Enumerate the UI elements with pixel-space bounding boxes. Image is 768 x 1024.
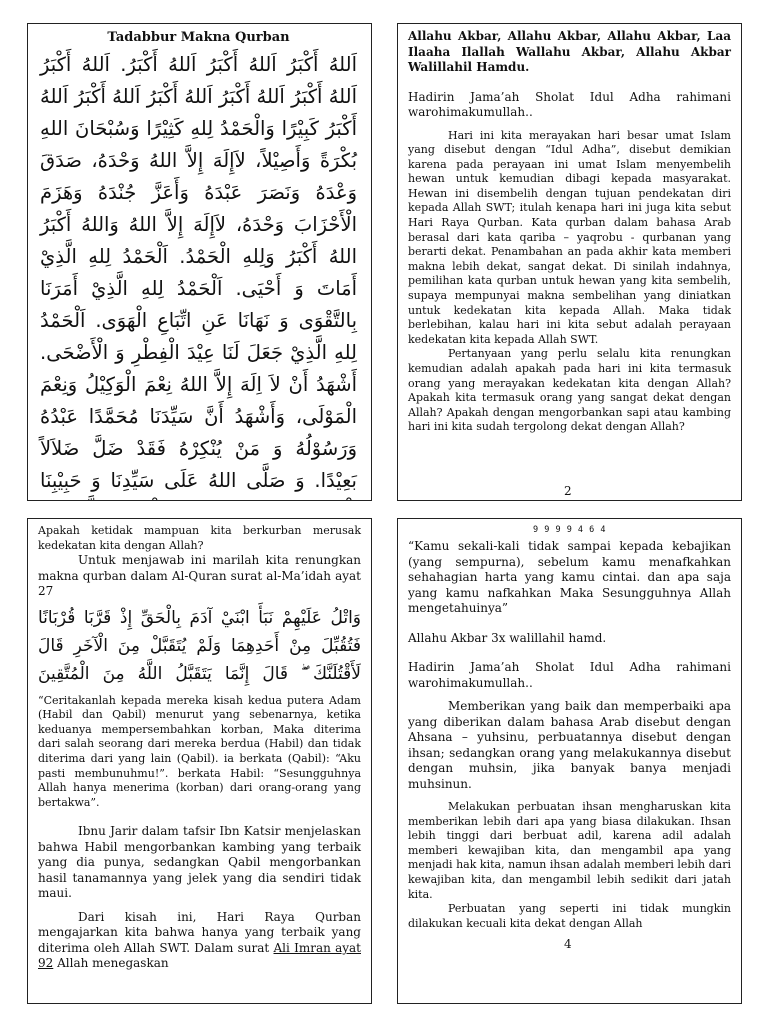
paragraph-2: Pertanyaan yang perlu selalu kita renungkan kemudian adalah apakah pada hari ini kita termasuk orang yang merayakan kedekatan kita dengan Allah? Apakah kita termasuk orang yang sangat dekat dengan Allah? Apakah dengan mengorbankan sapi atau kambing hari ini kita sudah tergolong dekat dengan Allah? <box>408 347 731 434</box>
lesson-text-a: Dari kisah ini, Hari Raya Qurban mengajarkan kita bahwa hanya yang terbaik yang diterima oleh Allah SWT. Dalam surat <box>38 909 361 955</box>
paragraph-ihsan: Memberikan yang baik dan memperbaiki apa yang diberikan dalam bahasa Arab disebut dengan Ahsana – yuhsinu, perbuatannya disebut dengan ihsan; sedangkan orang yang melakukannya disebut dengan muhsin, jika banyak banya menjadi muhsinun. <box>408 699 731 791</box>
arabic-opening-text: اَللهُ أَكْبَرُ اَللهُ أَكْبَرُ اَللهُ أَكْبَرُ. اَللهُ أَكْبَرُ اَللهُ أَكْبَرُ اَللهُ أَكْبَرُ اَللهُ أَكْبَرُ اَللهُ أَكْبَرُ اَللهُ أَكْبَرُ كَبِيْرًا وَالْحَمْدُ لِلهِ كَثِيْرًا وَسُبْحَانَ اللهِ بُكْرَةً وَأَصِيْلاً، لاَإِلَهَ إِلاَّ اللهُ وَحْدَهُ، صَدَقَ وَعْدَهُ وَنَصَرَ عَبْدَهُ وَأَعَزَّ جُنْدَهُ وَهَزَمَ الْأَحْزَابَ وَحْدَهُ، لاَإِلَهَ إِلاَّ اللهُ وَاللهُ أَكْبَرُ اللهُ أَكْبَرُ وَلِلهِ الْحَمْدُ. اَلْحَمْدُ لِلهِ الَّذِيْ أَمَاتَ وَ أَحْيَى. اَلْحَمْدُ لِلهِ الَّذِيْ أَمَرَنَا بِالتَّقْوَى وَ نَهَانَا عَنِ اتِّبَاعِ الْهَوَى. اَلْحَمْدُ لِلهِ الَّذِيْ جَعَلَ لَنَا عِيْدَ الْفِطْرِ وَ الْأَضْحَى. أَشْهَدُ أَنْ لاَ اِلَهَ إِلاَّ اللهُ نِعْمَ الْوَكِيْلُ وَنِعْمَ الْمَوْلَى، وَأَشْهَدُ أَنَّ سَيِّدَنَا مُحَمَّدًا عَبْدُهُ وَرَسُوْلُهُ وَ مَنْ يُنْكِرْهُ فَقَدْ ضَلَّ ضَلاَلاً بَعِيْدًا. وَ صَلَّى اللهُ عَلَى سَيِّدِنَا وَ حَبِيْبِنَا <box>40 53 357 492</box>
takbir-text: Allahu Akbar, Allahu Akbar, Allahu Akbar, Laa Ilaaha Ilallah Wallahu Akbar, Allahu Akbar Walillahil Hamdu. <box>408 29 731 74</box>
takbir-text: Allahu Akbar 3x walillahil hamd. <box>408 630 607 645</box>
paragraph-tafsir: Ibnu Jarir dalam tafsir Ibn Katsir menjelaskan bahwa Habil mengorbankan kambing yang terbaik yang dia punya, sedangkan Qabil mengorbankan hasil tanamannya yang jelek yang dia sendiri tidak maui. <box>38 824 361 901</box>
greeting-text: Hadirin Jama’ah Sholat Idul Adha rahimani warohimakumullah.. <box>408 89 731 119</box>
verse-translation: “Kamu sekali-kali tidak sampai kepada kebajikan (yang sempurna), sebelum kamu menafkahkan sehahagian harta yang kamu cintai. dan apa saja yang kamu nafkahkan Maka Sesungguhnya Allah mengetahuinya” <box>408 539 731 615</box>
page-number: 4 <box>564 937 572 951</box>
surah-link[interactable]: Ali Imran ayat 92 <box>38 940 361 971</box>
paragraph-question: Apakah ketidak mampuan kita berkurban merusak kedekatan kita dengan Allah? <box>38 524 361 552</box>
page-panel-1 <box>27 23 372 501</box>
page-number: 2 <box>564 484 572 498</box>
paragraph-ihsan-2: Melakukan perbuatan ihsan mengharuskan kita memberikan lebih dari apa yang biasa dilakukan. Ihsan lebih tinggi dari berbuat adil, karena adil adalah memberi kewajiban kita, dan mengambil apa yang menjadi hak kita, namun ihsan adalah memberi lebih dari kewajiban kita, dan mengambil lebih sedikit dari jatah kita. <box>408 800 731 901</box>
paragraph-closing: Perbuatan yang seperti ini tidak mungkin dilakukan kecuali kita dekat dengan Allah <box>408 902 731 930</box>
garbled-text-line: 9 9 9 9 4 6 4 <box>532 525 607 535</box>
paragraph-1: Hari ini kita merayakan hari besar umat Islam yang disebut dengan “Idul Adha”, disebut demikian karena pada perayaan ini umat Islam menyembelih hewan untuk kemudian dibagi kepada masyarakat. Hewan ini disembelih dengan tujuan pendekatan diri kepada Allah SWT; itulah kenapa hari ini juga kita sebut Hari Raya Qurban. Kata qurban dalam bahasa Arab berasal dari kata qariba – yaqrobu - qurbanan yang berarti dekat. Penambahan an pada akhir kata memberi makna lebih dekat, sangat dekat. Di sinilah indahnya, pemilihan kata qurban untuk hewan yang kita sembelih, supaya mempunyai makna sembelihan yang diniatkan untuk kedekatan kita kepada Allah. Maka tidak berlebihan, kalau hari ini kita sebut adalah perayaan kedekatan kita kepada Allah SWT. <box>408 128 731 346</box>
page-panel-4 <box>397 518 742 1004</box>
verse-translation: “Ceritakanlah kepada mereka kisah kedua putera Adam (Habil dan Qabil) menurut yang sebenarnya, ketika keduanya mempersembahkan korban, Maka diterima dari salah seorang dari mereka berdua (Habil) dan tidak diterima dari yang lain (Qabil). ia berkata (Qabil): “Aku pasti membunuhmu!”. berkata Habil: “Sesungguhnya Allah hanya menerima (korban) dari orang-orang yang bertakwa”. <box>38 693 361 809</box>
arabic-verse: وَاتْلُ عَلَيْهِمْ نَبَأَ ابْنَيْ آدَمَ بِالْحَقِّ إِذْ قَرَّبَا قُرْبَانًا فَتُقُبِّلَ مِنْ أَحَدِهِمَا وَلَمْ يُتَقَبَّلْ مِنَ الْآخَرِ قَالَ لَأَقْتُلَنَّكَ ۖ قَالَ إِنَّمَا يَتَقَبَّلُ اللَّهُ مِنَ الْمُتَّقِينَ <box>38 607 361 684</box>
paragraph-intro: Untuk menjawab ini marilah kita renungkan makna qurban dalam Al-Quran surat al-Ma’idah ayat 27 <box>38 553 361 599</box>
page-panel-2 <box>397 23 742 501</box>
page-panel-3 <box>27 518 372 1004</box>
paragraph-lesson <box>38 910 361 972</box>
lesson-text-b: Allah menegaskan <box>53 956 169 971</box>
page-title: Tadabbur Makna Qurban <box>107 30 290 45</box>
greeting-text: Hadirin Jama’ah Sholat Idul Adha rahimani warohimakumullah.. <box>408 660 731 690</box>
